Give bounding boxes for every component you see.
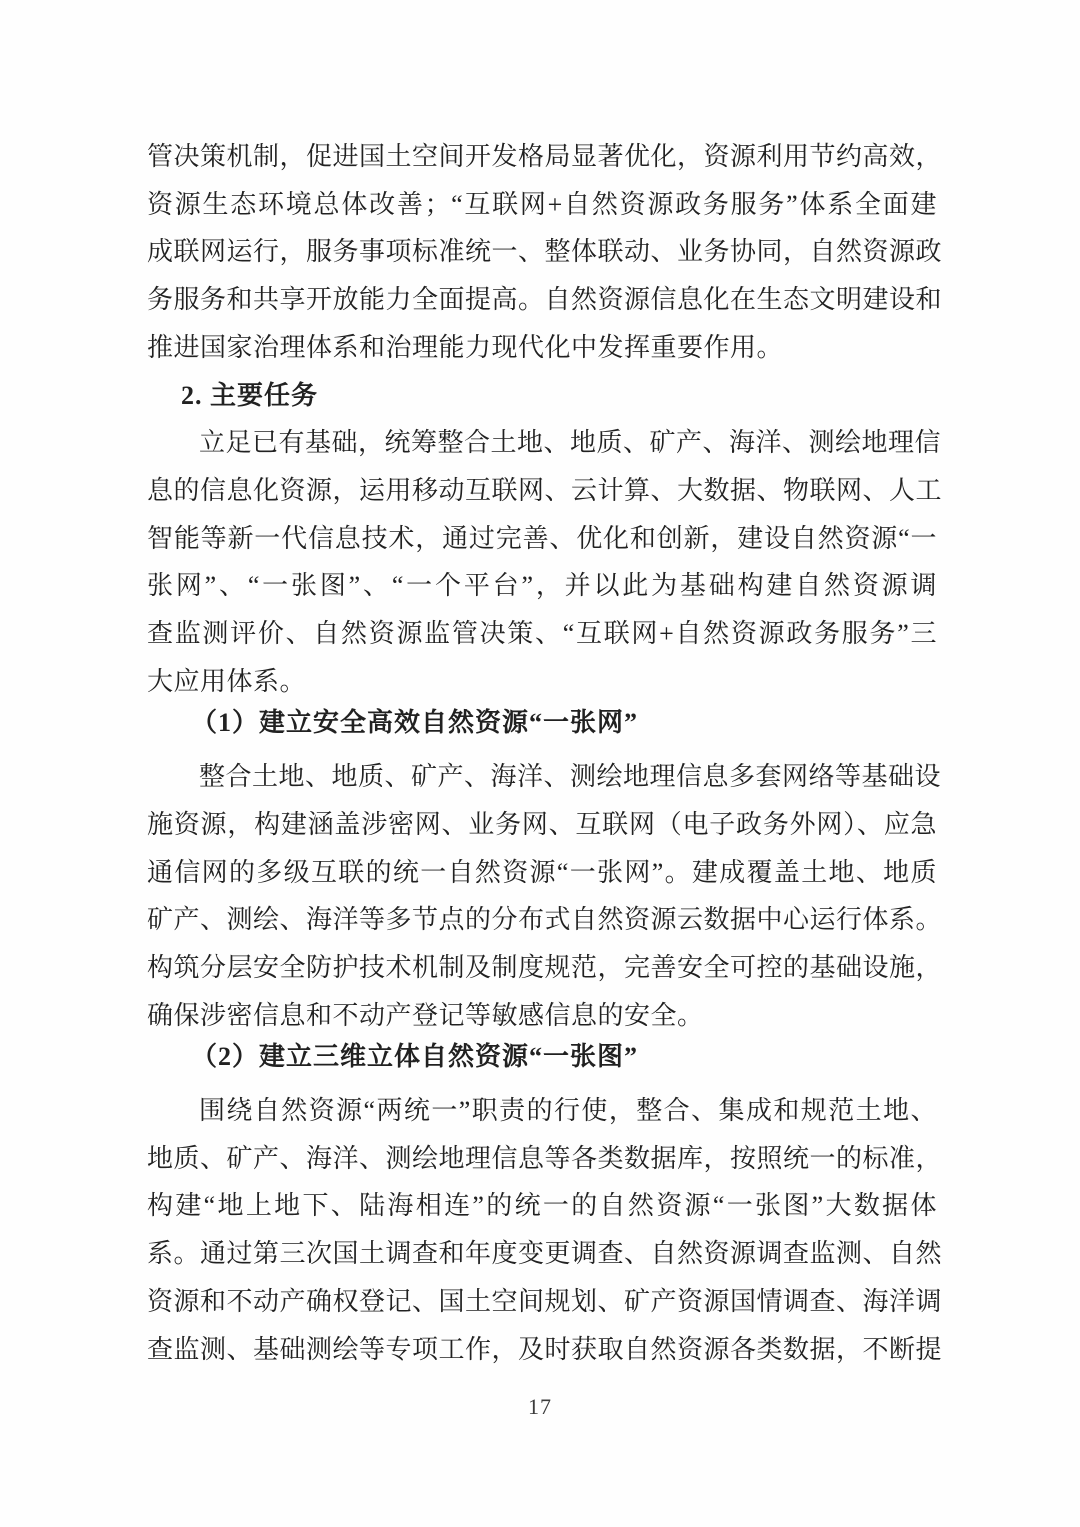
text-line: 构建“地上地下、陆海相连”的统一的自然资源“一张图”大数据体 [147, 1191, 937, 1221]
page-number: 17 [528, 1394, 552, 1419]
text-line: 查监测、基础测绘等专项工作，及时获取自然资源各类数据，不断提 [147, 1334, 943, 1364]
text-line: 资源和不动产确权登记、国土空间规划、矿产资源国情调查、海洋调 [147, 1286, 943, 1316]
text-line: 通信网的多级互联的统一自然资源“一张网”。建成覆盖土地、地质 [147, 857, 937, 887]
subsection-heading-one-map: （2）建立三维立体自然资源“一张图” [191, 1042, 639, 1072]
text-line: 智能等新一代信息技术，通过完善、优化和创新，建设自然资源“一 [147, 523, 937, 553]
section-heading-main-tasks: 2. 主要任务 [181, 380, 319, 410]
text-line: 施资源，构建涵盖涉密网、业务网、互联网（电子政务外网）、应急 [147, 809, 937, 839]
subsection-heading-one-network: （1）建立安全高效自然资源“一张网” [191, 708, 639, 738]
text-line: 确保涉密信息和不动产登记等敏感信息的安全。 [147, 1000, 704, 1030]
text-line: 成联网运行，服务事项标准统一、整体联动、业务协同，自然资源政 [147, 237, 943, 267]
text-line: 立足已有基础，统筹整合土地、地质、矿产、海洋、测绘地理信 [199, 428, 942, 458]
text-line: 管决策机制，促进国土空间开发格局显著优化，资源利用节约高效， [147, 142, 943, 171]
text-line: 张网”、“一张图”、“一个平台”，并以此为基础构建自然资源调 [147, 571, 937, 601]
text-line: 推进国家治理体系和治理能力现代化中发挥重要作用。 [147, 332, 784, 362]
text-line: 大应用体系。 [147, 666, 307, 696]
text-line: 地质、矿产、海洋、测绘地理信息等各类数据库，按照统一的标准， [147, 1143, 943, 1173]
text-line: 查监测评价、自然资源监管决策、“互联网+自然资源政务服务”三 [147, 619, 937, 649]
text-line: 系。通过第三次国土调查和年度变更调查、自然资源调查监测、自然 [147, 1239, 943, 1269]
text-line: 资源生态环境总体改善；“互联网+自然资源政务服务”体系全面建 [147, 189, 937, 219]
text-line: 围绕自然资源“两统一”职责的行使，整合、集成和规范土地、 [199, 1096, 937, 1126]
text-line: 矿产、测绘、海洋等多节点的分布式自然资源云数据中心运行体系。 [147, 905, 943, 935]
document-text-block [147, 133, 943, 1373]
text-line: 构筑分层安全防护技术机制及制度规范，完善安全可控的基础设施， [147, 952, 943, 982]
text-line: 务服务和共享开放能力全面提高。自然资源信息化在生态文明建设和 [147, 285, 943, 315]
text-line: 息的信息化资源，运用移动互联网、云计算、大数据、物联网、人工 [147, 475, 943, 505]
text-line: 整合土地、地质、矿产、海洋、测绘地理信息多套网络等基础设 [199, 762, 942, 792]
